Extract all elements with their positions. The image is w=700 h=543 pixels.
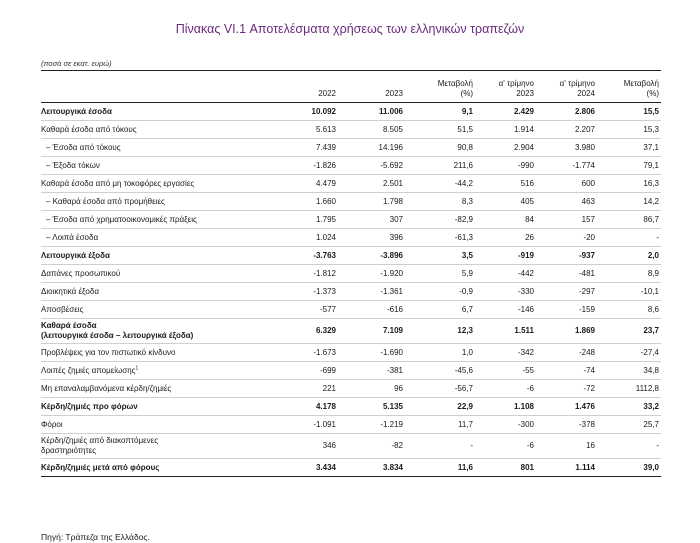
table-cell: 51,5 (405, 121, 475, 139)
table-cell: 33,2 (597, 398, 661, 416)
header-text: (%) (646, 89, 659, 98)
row-label (41, 103, 271, 121)
table-cell: 26 (475, 229, 536, 247)
table-cell: 516 (475, 175, 536, 193)
row-label-text: Προβλέψεις για τον πιστωτικό κίνδυνο (41, 347, 176, 357)
table-cell: 11,6 (405, 459, 475, 477)
table-cell: -342 (475, 344, 536, 362)
table-cell: 1.114 (536, 459, 597, 477)
table-cell: -3.896 (338, 247, 405, 265)
table-cell: 801 (475, 459, 536, 477)
table-cell: 3.834 (338, 459, 405, 477)
table-cell: 157 (536, 211, 597, 229)
table-cell: 1.795 (271, 211, 338, 229)
table-cell: 346 (271, 434, 338, 459)
row-label-text: Λειτουργικά έξοδα (41, 250, 110, 260)
table-cell: 16,3 (597, 175, 661, 193)
table-cell: 2.904 (475, 139, 536, 157)
row-label (41, 344, 271, 362)
table-row (41, 362, 661, 380)
table-cell: -159 (536, 301, 597, 319)
table-row (41, 247, 661, 265)
table-cell: 37,1 (597, 139, 661, 157)
table-cell: - (597, 434, 661, 459)
table-cell: -442 (475, 265, 536, 283)
table-cell: 2.429 (475, 103, 536, 121)
row-label-text: Λοιπές ζημιές απομείωσης (41, 365, 136, 375)
table-cell: -1.373 (271, 283, 338, 301)
table-cell: -6 (475, 434, 536, 459)
table-row (41, 416, 661, 434)
table-cell: 600 (536, 175, 597, 193)
unit-note: (ποσά σε εκατ. ευρώ) (41, 59, 112, 68)
table-cell: 9,1 (405, 103, 475, 121)
table-cell: 6.329 (271, 319, 338, 344)
header-text: 2024 (577, 89, 595, 98)
table-cell: - (405, 434, 475, 459)
table-cell: 405 (475, 193, 536, 211)
table-cell: 1.108 (475, 398, 536, 416)
header-text: Μεταβολή (437, 79, 473, 88)
table-cell: -72 (536, 380, 597, 398)
header-text: Μεταβολή (623, 79, 659, 88)
table-cell: -1.091 (271, 416, 338, 434)
row-label-text: (λειτουργικά έσοδα – λειτουργικά έξοδα) (41, 331, 194, 340)
header-cell (41, 71, 271, 103)
table-cell: 5.613 (271, 121, 338, 139)
table-cell: 1.869 (536, 319, 597, 344)
table-cell: -937 (536, 247, 597, 265)
header-cell (271, 71, 338, 103)
results-table (41, 71, 661, 477)
header-cell (536, 71, 597, 103)
table-cell: -74 (536, 362, 597, 380)
row-label-text: – Έξοδα τόκων (46, 160, 100, 170)
table-row (41, 211, 661, 229)
row-label (41, 157, 271, 175)
row-label (41, 265, 271, 283)
table-row (41, 398, 661, 416)
table-cell: 6,7 (405, 301, 475, 319)
table-cell: 14.196 (338, 139, 405, 157)
header-text: α' τρίμηνο (498, 79, 534, 88)
row-label-text: – Έσοδα από τόκους (46, 142, 121, 152)
row-label (41, 247, 271, 265)
table-cell: -919 (475, 247, 536, 265)
source-note: Πηγή: Τράπεζα της Ελλάδος. (41, 532, 150, 542)
table-row (41, 380, 661, 398)
table-cell: 79,1 (597, 157, 661, 175)
table-cell: 11.006 (338, 103, 405, 121)
table-row (41, 139, 661, 157)
row-label-text: Μη επαναλαμβανόμενα κέρδη/ζημιές (41, 383, 172, 393)
table-cell: 1.914 (475, 121, 536, 139)
table-cell: -1.774 (536, 157, 597, 175)
table-cell: 1.476 (536, 398, 597, 416)
row-label-text: Λειτουργικά έσοδα (41, 106, 112, 116)
table-cell: 22,9 (405, 398, 475, 416)
row-label (41, 229, 271, 247)
header-text: α' τρίμηνο (559, 79, 595, 88)
table-cell: -990 (475, 157, 536, 175)
table-cell: 5.135 (338, 398, 405, 416)
table-cell: 1,0 (405, 344, 475, 362)
header-row (41, 71, 661, 103)
table-body (41, 103, 661, 477)
row-label-text: – Λοιπά έσοδα (46, 232, 99, 242)
table-cell: 34,8 (597, 362, 661, 380)
table-cell: 11,7 (405, 416, 475, 434)
table-cell: 8.505 (338, 121, 405, 139)
table-cell: 2.207 (536, 121, 597, 139)
row-label (41, 434, 271, 459)
table-header (41, 71, 661, 103)
row-label (41, 139, 271, 157)
table-cell: 1.660 (271, 193, 338, 211)
table-cell: 25,7 (597, 416, 661, 434)
table-cell: -378 (536, 416, 597, 434)
table-cell: 15,3 (597, 121, 661, 139)
table-cell: -381 (338, 362, 405, 380)
table-cell: 1.024 (271, 229, 338, 247)
table-row (41, 103, 661, 121)
table-row (41, 265, 661, 283)
row-label (41, 362, 271, 380)
table-cell: 396 (338, 229, 405, 247)
row-label-text: Καθαρά έσοδα (41, 321, 97, 330)
row-label (41, 416, 271, 434)
table-cell: 4.178 (271, 398, 338, 416)
table-cell: -699 (271, 362, 338, 380)
row-label-text: Δαπάνες προσωπικού (41, 268, 121, 278)
table-cell: -481 (536, 265, 597, 283)
table-cell: -3.763 (271, 247, 338, 265)
table-cell: -1.812 (271, 265, 338, 283)
table-cell: 12,3 (405, 319, 475, 344)
header-cell (475, 71, 536, 103)
table-cell: -300 (475, 416, 536, 434)
table-cell: 8,9 (597, 265, 661, 283)
row-label (41, 283, 271, 301)
table-cell: 3.434 (271, 459, 338, 477)
row-label (41, 398, 271, 416)
table-cell: 10.092 (271, 103, 338, 121)
table-cell: 5,9 (405, 265, 475, 283)
table-cell: -27,4 (597, 344, 661, 362)
table-row (41, 175, 661, 193)
table-cell: -82 (338, 434, 405, 459)
table-cell: 7.109 (338, 319, 405, 344)
table-row (41, 121, 661, 139)
table-row (41, 229, 661, 247)
table-cell: 2,0 (597, 247, 661, 265)
table-cell: -248 (536, 344, 597, 362)
table-cell: 39,0 (597, 459, 661, 477)
row-label (41, 121, 271, 139)
table-cell: -44,2 (405, 175, 475, 193)
row-label (41, 175, 271, 193)
table-cell: 84 (475, 211, 536, 229)
table-cell: -330 (475, 283, 536, 301)
row-label-text: Αποσβέσεις (41, 304, 84, 314)
row-label-text: Καθαρά έσοδα από τόκους (41, 124, 137, 134)
table-cell: -1.920 (338, 265, 405, 283)
row-label (41, 459, 271, 477)
table-cell: 8,6 (597, 301, 661, 319)
table-row (41, 459, 661, 477)
table-cell: -56,7 (405, 380, 475, 398)
table-row (41, 319, 661, 344)
table-cell: -20 (536, 229, 597, 247)
table-cell: -1.361 (338, 283, 405, 301)
row-label-text: – Έσοδα από χρηματοοικονομικές πράξεις (46, 214, 197, 224)
table-title: Πίνακας VI.1 Αποτελέσματα χρήσεως των ελληνικών τραπεζών (175, 22, 525, 36)
table-cell: 2.501 (338, 175, 405, 193)
row-label (41, 319, 271, 344)
row-label-text: Καθαρά έσοδα από μη τοκοφόρες εργασίες (41, 178, 195, 188)
row-label-text: Κέρδη/ζημιές προ φόρων (41, 401, 138, 411)
table-cell: 15,5 (597, 103, 661, 121)
header-text: 2023 (385, 89, 403, 98)
table-cell: 1.511 (475, 319, 536, 344)
header-cell (338, 71, 405, 103)
table-cell: 463 (536, 193, 597, 211)
row-label (41, 193, 271, 211)
table-row (41, 157, 661, 175)
table-cell: 23,7 (597, 319, 661, 344)
row-label-text: δραστηριότητες (41, 446, 97, 455)
table-row (41, 434, 661, 459)
header-cell (597, 71, 661, 103)
table-cell: 1.798 (338, 193, 405, 211)
table-cell: -6 (475, 380, 536, 398)
table-cell: -1.219 (338, 416, 405, 434)
table-cell: -1.673 (271, 344, 338, 362)
table-cell: -1.826 (271, 157, 338, 175)
row-label (41, 380, 271, 398)
table-cell: 1112,8 (597, 380, 661, 398)
table-cell: 7.439 (271, 139, 338, 157)
table-cell: -577 (271, 301, 338, 319)
table-cell: 8,3 (405, 193, 475, 211)
row-label-text: Κέρδη/ζημιές μετά από φόρους (41, 462, 160, 472)
table-cell: -5.692 (338, 157, 405, 175)
header-text: 2023 (516, 89, 534, 98)
table-row (41, 301, 661, 319)
table-cell: 96 (338, 380, 405, 398)
row-label (41, 211, 271, 229)
table-cell: -616 (338, 301, 405, 319)
table-cell: -146 (475, 301, 536, 319)
table-cell: 14,2 (597, 193, 661, 211)
table-cell: 16 (536, 434, 597, 459)
table-row (41, 193, 661, 211)
footnote-marker: 1 (135, 364, 139, 371)
table-cell: -82,9 (405, 211, 475, 229)
table-cell: -1.690 (338, 344, 405, 362)
table-cell: -0,9 (405, 283, 475, 301)
table-cell: 86,7 (597, 211, 661, 229)
table-cell: -61,3 (405, 229, 475, 247)
row-label-text: – Καθαρά έσοδα από προμήθειες (46, 196, 165, 206)
table-cell: -297 (536, 283, 597, 301)
header-cell (405, 71, 475, 103)
table-cell: 3,5 (405, 247, 475, 265)
table-cell: 307 (338, 211, 405, 229)
table-cell: -10,1 (597, 283, 661, 301)
header-text: 2022 (318, 89, 336, 98)
row-label-text: Φόροι (41, 419, 63, 429)
table-cell: 2.806 (536, 103, 597, 121)
table-cell: -45,6 (405, 362, 475, 380)
table-cell: 3.980 (536, 139, 597, 157)
table-cell: - (597, 229, 661, 247)
table-cell: 4.479 (271, 175, 338, 193)
header-text: (%) (460, 89, 473, 98)
table-cell: 211,6 (405, 157, 475, 175)
table-cell: -55 (475, 362, 536, 380)
row-label-text: Διοικητικά έξοδα (41, 286, 99, 296)
row-label-text: Κέρδη/ζημιές από διακοπτόμενες (41, 436, 159, 445)
row-label (41, 301, 271, 319)
table-row (41, 344, 661, 362)
table-row (41, 283, 661, 301)
table-cell: 221 (271, 380, 338, 398)
table-cell: 90,8 (405, 139, 475, 157)
